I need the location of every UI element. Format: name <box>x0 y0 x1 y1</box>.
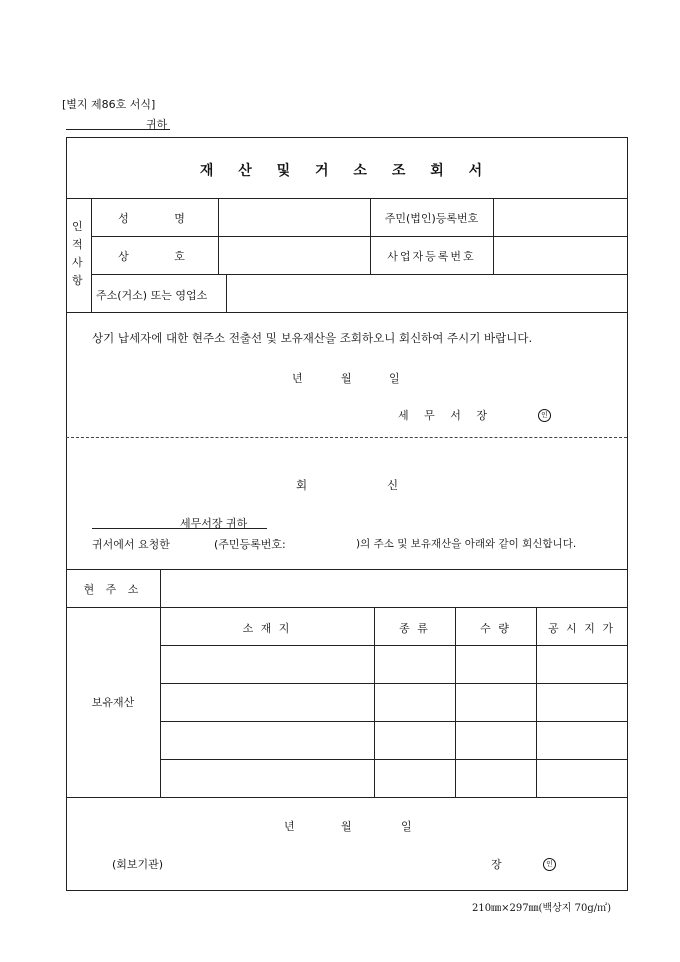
column-header-official-price: 공 시 지 가 <box>548 622 615 635</box>
reply-addressee: 세무서장 귀하 <box>180 517 248 530</box>
name-label: 성 명 <box>118 212 191 225</box>
assets-bottom-line <box>66 797 627 798</box>
trade-name-label: 상 호 <box>118 250 191 263</box>
identity-col-line-1 <box>218 198 219 274</box>
paper-spec: 210㎜×297㎜(백상지 70g/㎡) <box>472 903 612 914</box>
current-address-bottom-line <box>66 607 627 608</box>
identity-row-line-2 <box>91 274 627 275</box>
header-addressee: 귀하 <box>146 118 168 131</box>
address-label: 주소(거소) 또는 영업소 <box>96 289 208 302</box>
reg-no-label: 주민(법인)등록번호 <box>384 212 479 225</box>
reply-agency-label: (회보기관) <box>112 858 164 871</box>
reply-head-label: 장 <box>491 858 502 871</box>
identity-row-line-1 <box>91 236 627 237</box>
request-seal-icon: 인 <box>538 409 551 422</box>
reply-seal-icon: 인 <box>543 858 556 871</box>
column-header-location: 소 재 지 <box>242 622 292 635</box>
request-signer: 세 무 서 장 <box>398 409 490 422</box>
title-bottom-line <box>66 198 627 199</box>
reply-year: 년 <box>284 820 295 833</box>
assets-row-line-3 <box>160 721 627 722</box>
form-number-label: [별지 제86호 서식] <box>62 98 156 111</box>
business-no-label: 사업자등록번호 <box>387 250 476 263</box>
identity-col-line-4 <box>493 198 494 274</box>
reply-title-hoe: 회 <box>296 478 308 492</box>
identity-bottom-line <box>66 312 627 313</box>
reply-body-suffix: )의 주소 및 보유재산을 아래와 같이 회신합니다. <box>356 538 577 550</box>
request-body: 상기 납세자에 대한 현주소 전출선 및 보유재산을 조회하오니 회신하여 주시기 바랍니다. <box>92 331 533 345</box>
reply-month: 월 <box>341 820 352 833</box>
request-month: 월 <box>341 372 352 385</box>
assets-row-line-4 <box>160 759 627 760</box>
reply-body-prefix: 귀서에서 요청한 <box>92 538 170 551</box>
request-day: 일 <box>389 372 400 385</box>
assets-row-line-2 <box>160 683 627 684</box>
assets-row-line-1 <box>160 645 627 646</box>
cut-line <box>66 437 627 438</box>
column-header-type: 종 류 <box>399 622 430 635</box>
reply-day: 일 <box>401 820 412 833</box>
assets-label: 보유재산 <box>91 696 135 709</box>
current-address-label: 현 주 소 <box>83 583 143 596</box>
form-title: 재 산 및 거 소 조 회 서 <box>199 163 493 179</box>
request-year: 년 <box>292 372 303 385</box>
reply-body-id: (주민등록번호: <box>214 538 286 551</box>
reply-title-shin: 신 <box>387 478 399 492</box>
column-header-quantity: 수 량 <box>480 622 511 635</box>
identity-col-line-2 <box>226 274 227 312</box>
reply-top-line <box>66 569 627 570</box>
identity-section-label: 인적사항 <box>72 220 83 287</box>
